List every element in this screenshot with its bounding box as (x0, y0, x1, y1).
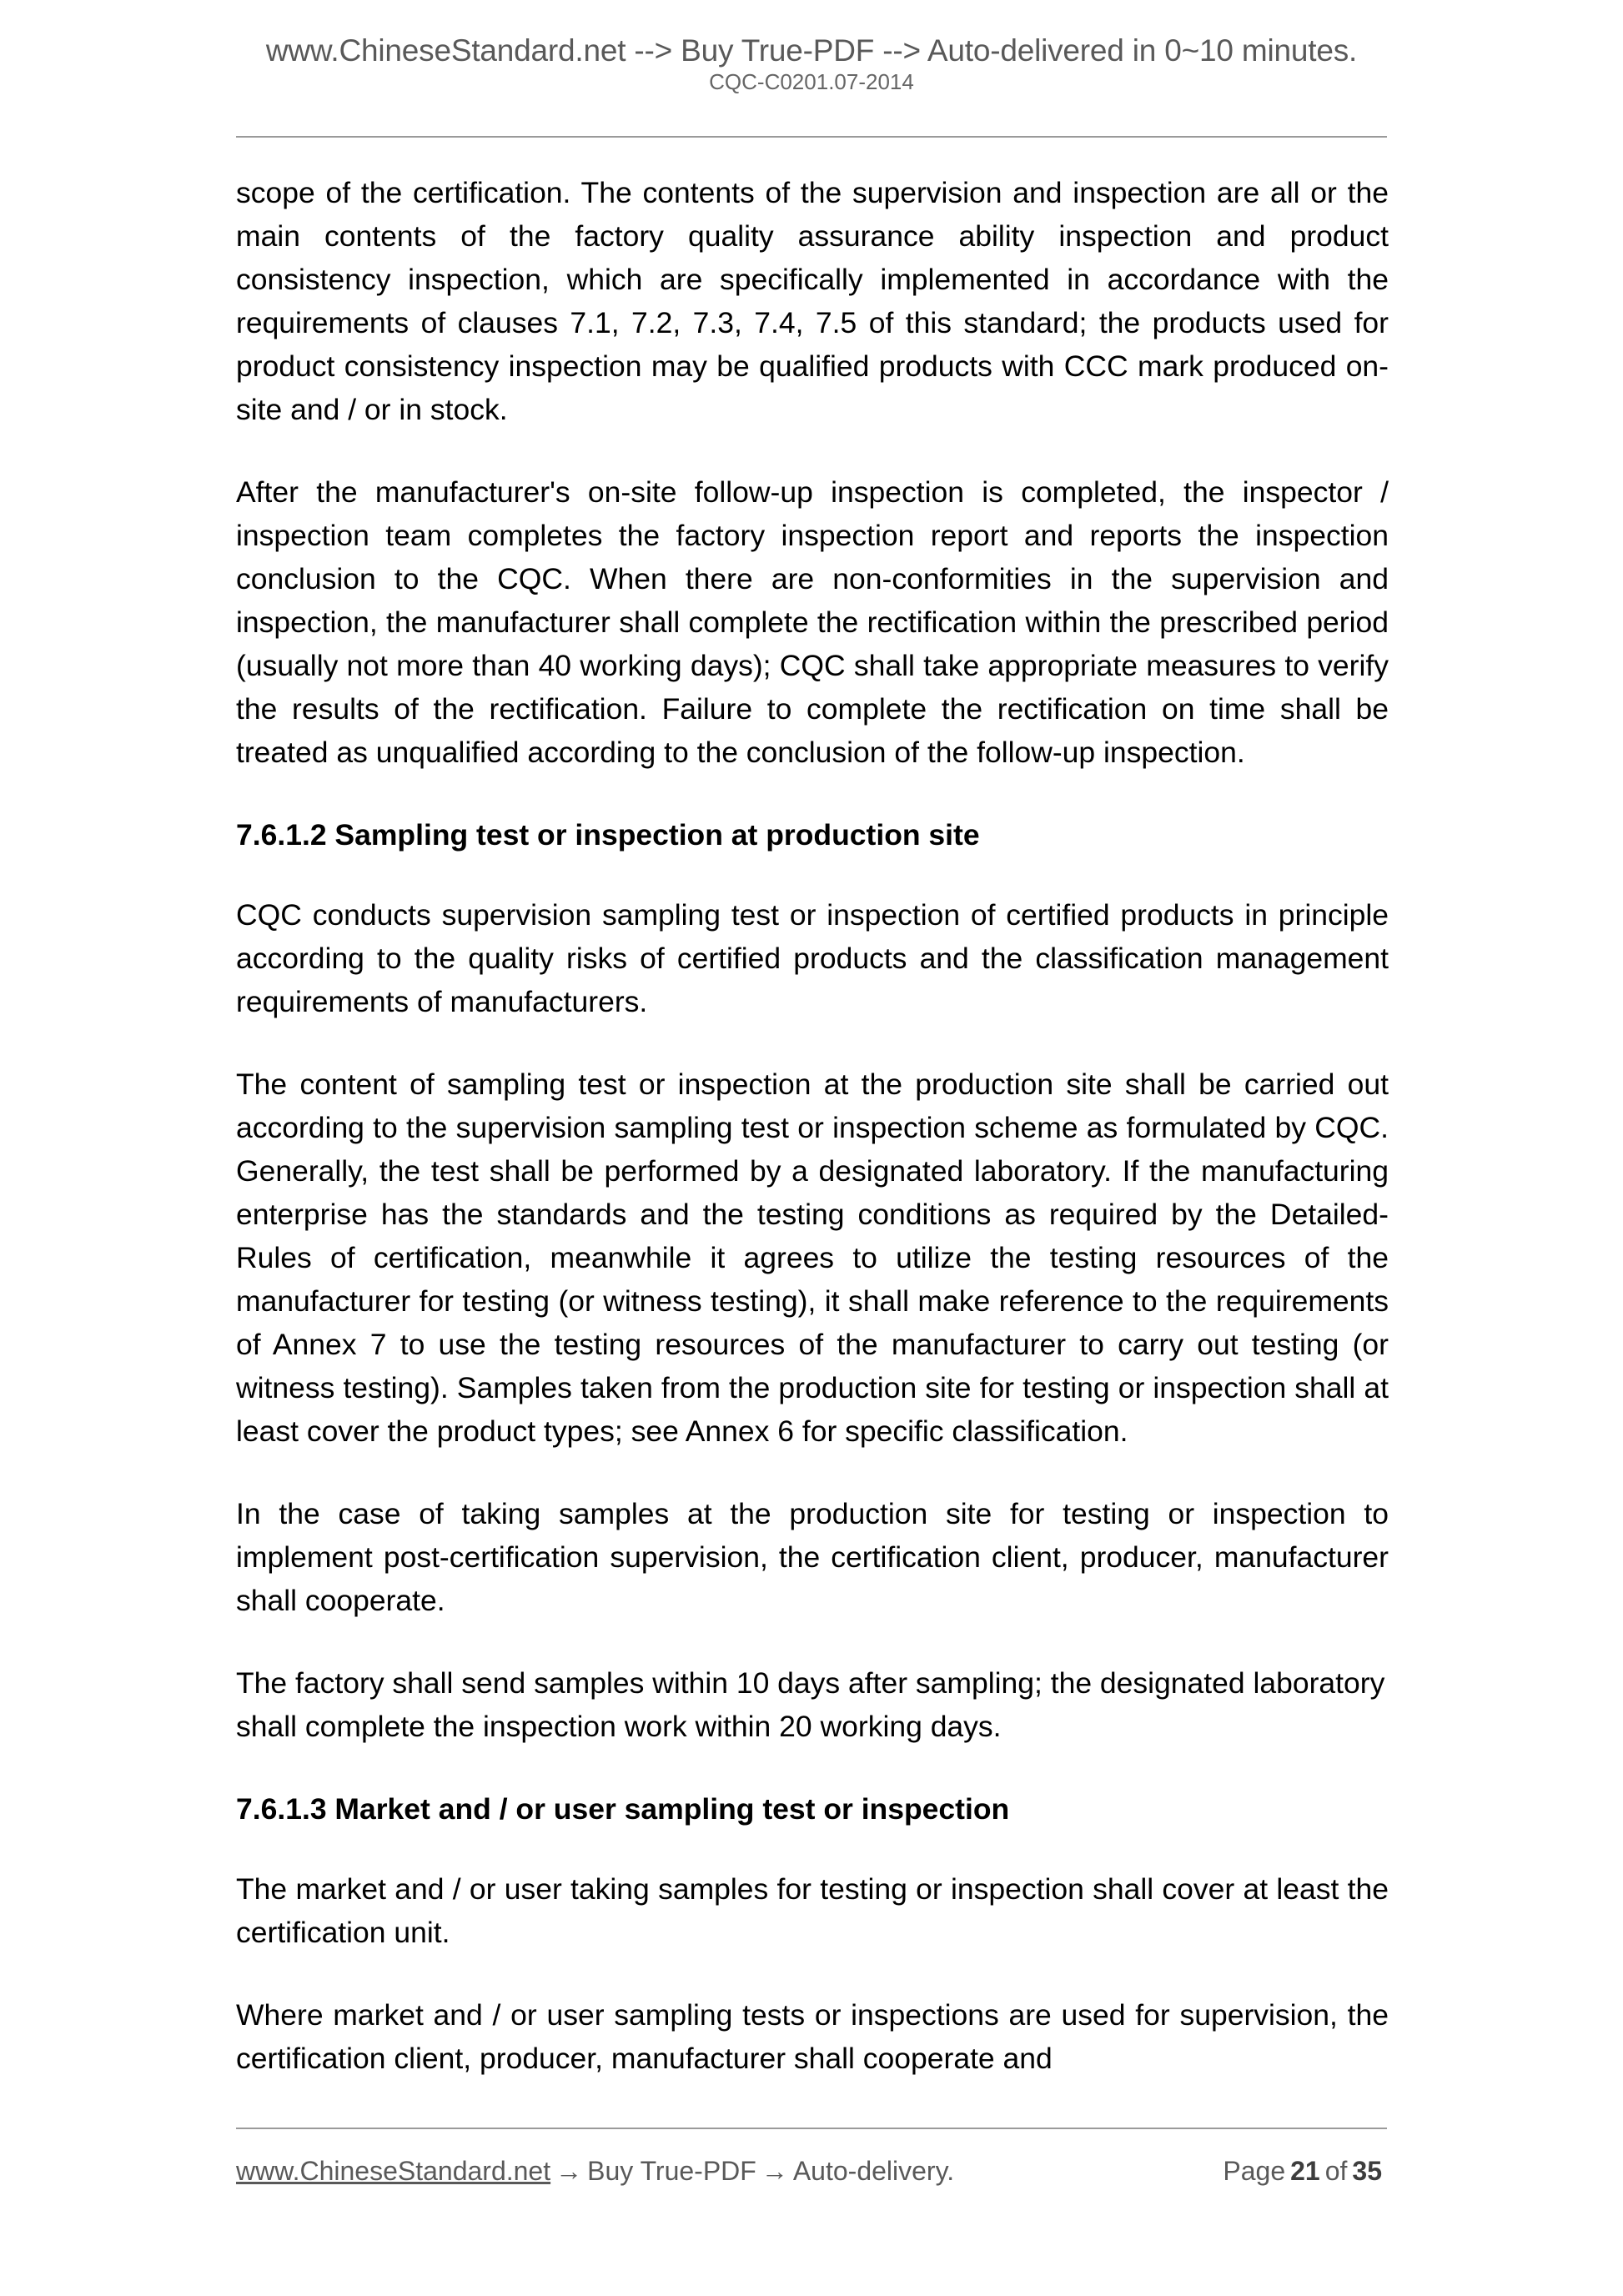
body-paragraph: CQC conducts supervision sampling test or inspection of certified products in principle according to the quality risks of certified products and the classification management requirements of manufacturers. (236, 898, 1389, 1018)
document-code: CQC-C0201.07-2014 (709, 69, 914, 94)
page-header (0, 35, 1623, 93)
body-paragraph: In the case of taking samples at the production site for testing or inspection to implement post-certification supervision, the certification client, producer, manufacturer shall cooperate. (236, 1497, 1389, 1617)
section-heading-7-6-1-3: 7.6.1.3 Market and / or user sampling test or inspection (236, 1792, 1010, 1826)
arrow-right-icon: → (555, 2156, 583, 2186)
current-page-number: 21 (1290, 2156, 1320, 2186)
section-heading-7-6-1-2: 7.6.1.2 Sampling test or inspection at production site (236, 818, 980, 852)
page-footer (236, 2156, 1389, 2187)
arrow-right-icon: → (761, 2156, 788, 2186)
of-label: of (1324, 2156, 1348, 2186)
header-divider (236, 136, 1387, 138)
body-paragraph: Where market and / or user sampling tests or inspections are used for supervision, the certification client, producer, manufacturer shall cooperate and (236, 1998, 1389, 2075)
promo-banner-text: www.ChineseStandard.net --> Buy True-PDF --> Auto-delivered in 0~10 minutes. (265, 33, 1358, 68)
footer-buy-text: Buy True-PDF (587, 2156, 756, 2186)
footer-site-link[interactable]: www.ChineseStandard.net (236, 2156, 551, 2186)
body-paragraph: After the manufacturer's on-site follow-up inspection is completed, the inspector / inspection team completes the factory inspection report and reports the inspection conclusion to the CQC. When there are non-conformities in the supervision and inspection, the manufacturer shall complete the rectification within the prescribed period (usually not more than 40 working days); CQC shall take appropriate measures to verify the results of the rectification. Failure to complete the rectification on time shall be treated as unqualified according to the conclusion of the follow-up inspection. (236, 475, 1389, 769)
body-paragraph: The factory shall send samples within 10 days after sampling; the designated laboratory shall complete the inspection work within 20 working days. (236, 1666, 1385, 1743)
page-number-block (1221, 2156, 1389, 2187)
footer-promo (236, 2156, 954, 2187)
body-paragraph: The content of sampling test or inspection at the production site shall be carried out according to the supervision sampling test or inspection scheme as formulated by CQC. Generally, the test shall be performed by a designated laboratory. If the manufacturing enterprise has the standards and the testing conditions as required by the Detailed-Rules of certification, meanwhile it agrees to utilize the testing resources of the manufacturer for testing (or witness testing), it shall make reference to the requirements of Annex 7 to use the testing resources of the manufacturer to carry out testing (or witness testing). Samples taken from the production site for testing or inspection shall at least cover the product types; see Annex 6 for specific classification. (236, 1068, 1389, 1448)
body-paragraph: The market and / or user taking samples for testing or inspection shall cover at least the certification unit. (236, 1872, 1389, 1949)
total-page-number: 35 (1352, 2156, 1382, 2186)
footer-divider (236, 2128, 1387, 2129)
footer-delivery-text: Auto-delivery. (792, 2156, 955, 2186)
body-paragraph: scope of the certification. The contents of the supervision and inspection are all or the main contents of the factory quality assurance ability inspection and product consistency inspection, which are specifically implemented in accordance with the requirements of clauses 7.1, 7.2, 7.3, 7.4, 7.5 of this standard; the products used for product consistency inspection may be qualified products with CCC mark produced on-site and / or in stock. (236, 176, 1389, 426)
document-body (236, 171, 1389, 2119)
page-label: Page (1223, 2156, 1286, 2186)
